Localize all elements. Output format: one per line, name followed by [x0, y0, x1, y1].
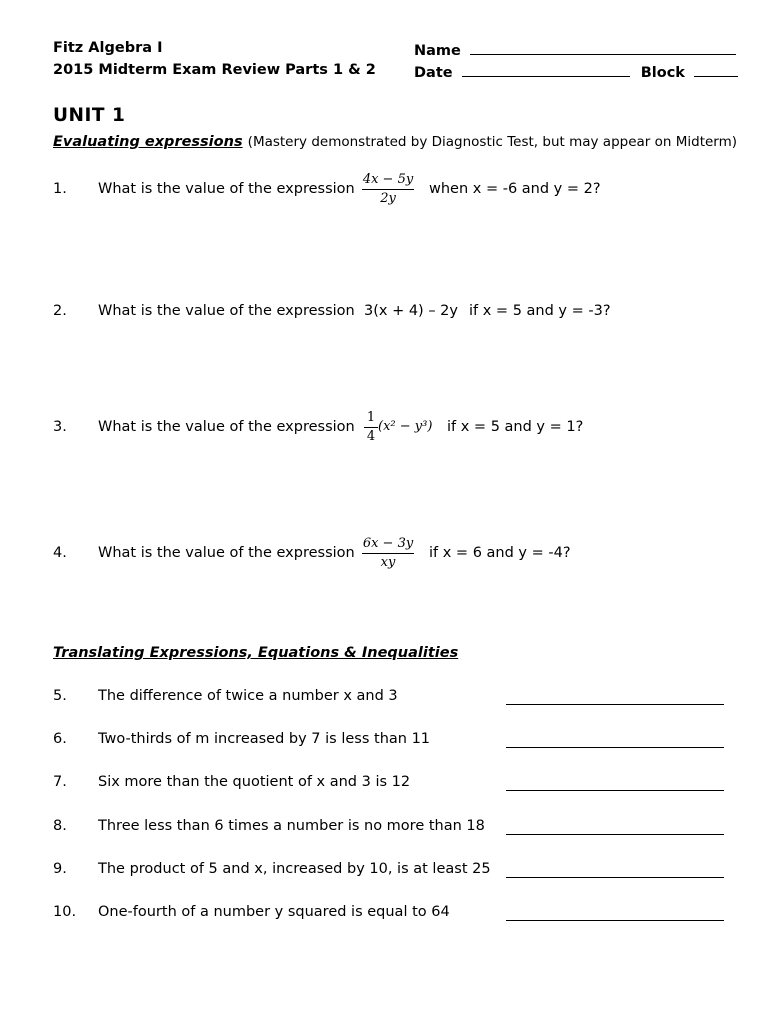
question-3-denominator: 4	[366, 429, 376, 444]
section-evaluating-note: (Mastery demonstrated by Diagnostic Test, but may appear on Midterm)	[247, 134, 738, 150]
question-4-text: What is the value of the expression	[98, 545, 355, 561]
translation-6-text: Two-thirds of m increased by 7 is less than 11	[98, 731, 431, 747]
question-4-number: 4.	[53, 545, 67, 561]
question-3-text: What is the value of the expression	[98, 419, 355, 435]
section-translating-title: Translating Expressions, Equations & Inequalities	[53, 645, 459, 661]
worksheet-title: 2015 Midterm Exam Review Parts 1 & 2	[53, 62, 376, 78]
translation-8-answer-line[interactable]	[506, 834, 724, 835]
section-evaluating	[53, 131, 737, 150]
block-label: Block	[640, 65, 685, 81]
block-blank[interactable]	[694, 62, 738, 77]
question-3-expression: (x² − y³)	[378, 419, 433, 434]
translation-7-answer-line[interactable]	[506, 790, 724, 791]
translation-7-number: 7.	[53, 774, 67, 790]
translation-6-number: 6.	[53, 731, 67, 747]
translation-6-answer-line[interactable]	[506, 747, 724, 748]
question-2-expression: 3(x + 4) – 2y	[364, 303, 458, 319]
date-label: Date	[414, 65, 453, 81]
translation-10-answer-line[interactable]	[506, 920, 724, 921]
question-2-number: 2.	[53, 303, 67, 319]
question-1-numerator: 4x − 5y	[362, 172, 414, 187]
question-1-denominator: 2y	[380, 191, 396, 206]
name-blank[interactable]	[470, 40, 736, 55]
question-3-number: 3.	[53, 419, 67, 435]
question-4-condition: if x = 6 and y = -4?	[429, 545, 571, 561]
translation-5-answer-line[interactable]	[506, 704, 724, 705]
date-blank[interactable]	[462, 62, 630, 77]
question-4-numerator: 6x − 3y	[362, 536, 414, 551]
question-1-condition: when x = -6 and y = 2?	[429, 181, 601, 197]
question-1-text: What is the value of the expression	[98, 181, 355, 197]
question-1-fraction	[362, 172, 414, 207]
question-1-number: 1.	[53, 181, 67, 197]
translation-10-text: One-fourth of a number y squared is equal to 64	[98, 904, 450, 920]
translation-7-text: Six more than the quotient of x and 3 is 12	[98, 774, 411, 790]
translation-5-number: 5.	[53, 688, 67, 704]
name-field[interactable]	[414, 40, 736, 59]
translation-8-number: 8.	[53, 818, 67, 834]
date-block-field[interactable]	[414, 62, 738, 81]
name-label: Name	[414, 43, 461, 59]
question-2-condition: if x = 5 and y = -3?	[469, 303, 611, 319]
question-4-denominator: xy	[380, 555, 396, 570]
question-3-fraction	[364, 410, 378, 445]
course-name: Fitz Algebra I	[53, 40, 163, 56]
translation-10-number: 10.	[53, 904, 77, 920]
translation-9-text: The product of 5 and x, increased by 10, is at least 25	[98, 861, 491, 877]
question-4-fraction	[362, 536, 414, 571]
translation-5-text: The difference of twice a number x and 3	[98, 688, 398, 704]
translation-9-number: 9.	[53, 861, 67, 877]
question-3-condition: if x = 5 and y = 1?	[447, 419, 584, 435]
unit-title: UNIT 1	[53, 105, 126, 126]
section-evaluating-title: Evaluating expressions	[53, 134, 243, 150]
question-3-numerator: 1	[366, 410, 376, 425]
translation-9-answer-line[interactable]	[506, 877, 724, 878]
translation-8-text: Three less than 6 times a number is no more than 18	[98, 818, 485, 834]
question-2-text: What is the value of the expression	[98, 303, 355, 319]
